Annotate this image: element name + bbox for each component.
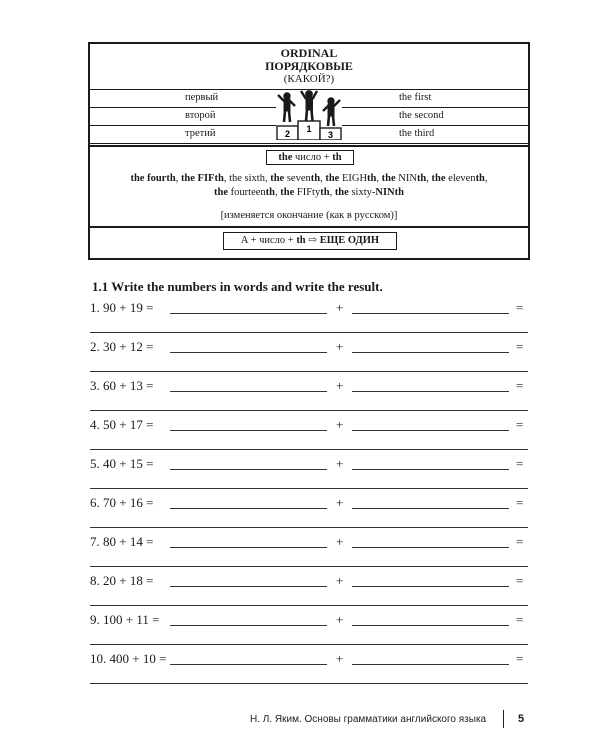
example-run: the four <box>130 173 167 184</box>
podium-illustration <box>276 90 342 140</box>
exercise-row <box>0 573 600 613</box>
word-blank-second[interactable] <box>352 352 509 353</box>
example-run: NIN <box>395 173 417 184</box>
plus-sign: + <box>336 651 344 666</box>
formula-mid: число + <box>292 152 333 163</box>
ordinal-rule-box <box>88 42 530 260</box>
word-blank-first[interactable] <box>170 664 327 665</box>
word-blank-first[interactable] <box>170 547 327 548</box>
ordinal-ru-1: первый <box>185 92 219 103</box>
plus-sign: + <box>336 378 344 393</box>
example-run: , <box>175 173 181 184</box>
exercise-row <box>0 339 600 379</box>
word-blank-second[interactable] <box>352 469 509 470</box>
footer-text: Н. Л. Яким. Основы грамматики английского языка <box>250 714 487 725</box>
example-run: sixty- <box>348 187 376 198</box>
result-blank[interactable] <box>90 449 528 450</box>
section-divider <box>90 145 528 147</box>
example-run: , <box>484 173 488 184</box>
example-run: the <box>381 173 396 184</box>
example-run: eleven <box>445 173 476 184</box>
example-run: the <box>334 187 349 198</box>
example-run: th <box>475 173 485 184</box>
word-blank-second[interactable] <box>352 430 509 431</box>
exercise-expression: 2. 30 + 12 = <box>90 339 154 354</box>
page-number: 5 <box>518 713 525 725</box>
result-blank[interactable] <box>90 410 528 411</box>
ordinal-en-3: the third <box>399 128 435 139</box>
equals-sign: = <box>516 300 524 315</box>
exercise-row <box>0 378 600 418</box>
ending-note: [изменяется окончание (как в русском)] <box>220 210 398 221</box>
word-blank-second[interactable] <box>352 625 509 626</box>
result-blank[interactable] <box>90 644 528 645</box>
word-blank-second[interactable] <box>352 547 509 548</box>
rule-title-ru: ПОРЯДКОВЫЕ <box>265 59 353 73</box>
ordinal-ru-3: третий <box>185 128 216 139</box>
exercise-expression: 7. 80 + 14 = <box>90 534 154 549</box>
exercise-expression: 8. 20 + 18 = <box>90 573 154 588</box>
example-run: the <box>431 173 446 184</box>
arrow-icon: ⇨ <box>305 235 320 246</box>
a-one-formula-box <box>223 232 397 250</box>
plus-sign: + <box>336 339 344 354</box>
example-run: th <box>214 173 224 184</box>
a-one-pre: A + число + <box>240 235 297 246</box>
example-run: , <box>376 173 382 184</box>
examples-line-1 <box>98 172 520 186</box>
example-run: NINth <box>375 187 404 198</box>
example-run: the <box>325 173 340 184</box>
word-blank-second[interactable] <box>352 391 509 392</box>
equals-sign: = <box>516 534 524 549</box>
example-run: th <box>367 173 377 184</box>
word-blank-second[interactable] <box>352 586 509 587</box>
example-run: th <box>416 173 427 184</box>
ordinal-en-1: the first <box>399 92 432 103</box>
exercise-row <box>0 534 600 574</box>
exercise-expression: 4. 50 + 17 = <box>90 417 154 432</box>
word-blank-first[interactable] <box>170 313 327 314</box>
result-blank[interactable] <box>90 488 528 489</box>
plus-sign: + <box>336 456 344 471</box>
podium-label-3: 3 <box>327 130 334 140</box>
exercise-expression: 3. 60 + 13 = <box>90 378 154 393</box>
a-one-th: th <box>296 235 306 246</box>
equals-sign: = <box>516 573 524 588</box>
word-blank-first[interactable] <box>170 352 327 353</box>
ordinal-examples <box>98 172 520 200</box>
word-blank-first[interactable] <box>170 508 327 509</box>
word-blank-first[interactable] <box>170 391 327 392</box>
exercise-expression: 5. 40 + 15 = <box>90 456 154 471</box>
equals-sign: = <box>516 651 524 666</box>
word-blank-first[interactable] <box>170 625 327 626</box>
footer-separator <box>503 710 504 728</box>
word-blank-second[interactable] <box>352 313 509 314</box>
word-blank-first[interactable] <box>170 430 327 431</box>
exercise-row <box>0 417 600 457</box>
exercise-expression: 1. 90 + 19 = <box>90 300 154 315</box>
equals-sign: = <box>516 378 524 393</box>
example-run: FIFty <box>294 187 321 198</box>
example-run: the <box>214 187 229 198</box>
exercise-expression: 6. 70 + 16 = <box>90 495 154 510</box>
podium-label-1: 1 <box>306 124 312 134</box>
plus-sign: + <box>336 417 344 432</box>
section-divider <box>90 226 528 228</box>
example-run: EIGH <box>339 173 368 184</box>
rule-title: ORDINAL <box>280 46 338 60</box>
plus-sign: + <box>336 495 344 510</box>
example-run: fourteen <box>228 187 266 198</box>
examples-line-2 <box>98 186 520 200</box>
example-run: , <box>320 173 326 184</box>
equals-sign: = <box>516 612 524 627</box>
exercise-row <box>0 651 600 691</box>
result-blank[interactable] <box>90 527 528 528</box>
example-run: , <box>329 187 335 198</box>
equals-sign: = <box>516 339 524 354</box>
exercise-row <box>0 300 600 340</box>
equals-sign: = <box>516 417 524 432</box>
rule-question: (КАКОЙ?) <box>283 73 335 85</box>
exercise-expression: 10. 400 + 10 = <box>90 651 167 666</box>
example-run: the FIF <box>180 173 215 184</box>
result-blank[interactable] <box>90 683 528 684</box>
plus-sign: + <box>336 300 344 315</box>
word-blank-first[interactable] <box>170 469 327 470</box>
a-one-post: ЕЩЕ ОДИН <box>319 235 380 246</box>
example-run: , <box>426 173 432 184</box>
example-run: , the sixth, <box>223 173 271 184</box>
result-blank[interactable] <box>90 371 528 372</box>
result-blank[interactable] <box>90 605 528 606</box>
example-run: , <box>275 187 281 198</box>
divider <box>90 143 528 144</box>
plus-sign: + <box>336 612 344 627</box>
example-run: th <box>310 173 321 184</box>
exercise-row <box>0 456 600 496</box>
example-run: th <box>166 173 176 184</box>
exercise-row <box>0 495 600 535</box>
exercise-title: 1.1 Write the numbers in words and write the result. <box>92 279 383 294</box>
formula-box <box>266 150 354 165</box>
example-run: the <box>280 187 295 198</box>
formula-the: the <box>278 152 293 163</box>
word-blank-first[interactable] <box>170 586 327 587</box>
plus-sign: + <box>336 573 344 588</box>
example-run: seven <box>284 173 311 184</box>
ordinal-ru-2: второй <box>185 110 216 121</box>
equals-sign: = <box>516 456 524 471</box>
result-blank[interactable] <box>90 566 528 567</box>
word-blank-second[interactable] <box>352 664 509 665</box>
example-run: th <box>265 187 275 198</box>
example-run: the <box>270 173 285 184</box>
formula-th: th <box>332 152 342 163</box>
result-blank[interactable] <box>90 332 528 333</box>
podium-label-2: 2 <box>284 129 291 139</box>
plus-sign: + <box>336 534 344 549</box>
ordinal-en-2: the second <box>399 110 444 121</box>
exercise-expression: 9. 100 + 11 = <box>90 612 160 627</box>
example-run: th <box>320 187 330 198</box>
equals-sign: = <box>516 495 524 510</box>
exercise-row <box>0 612 600 652</box>
word-blank-second[interactable] <box>352 508 509 509</box>
